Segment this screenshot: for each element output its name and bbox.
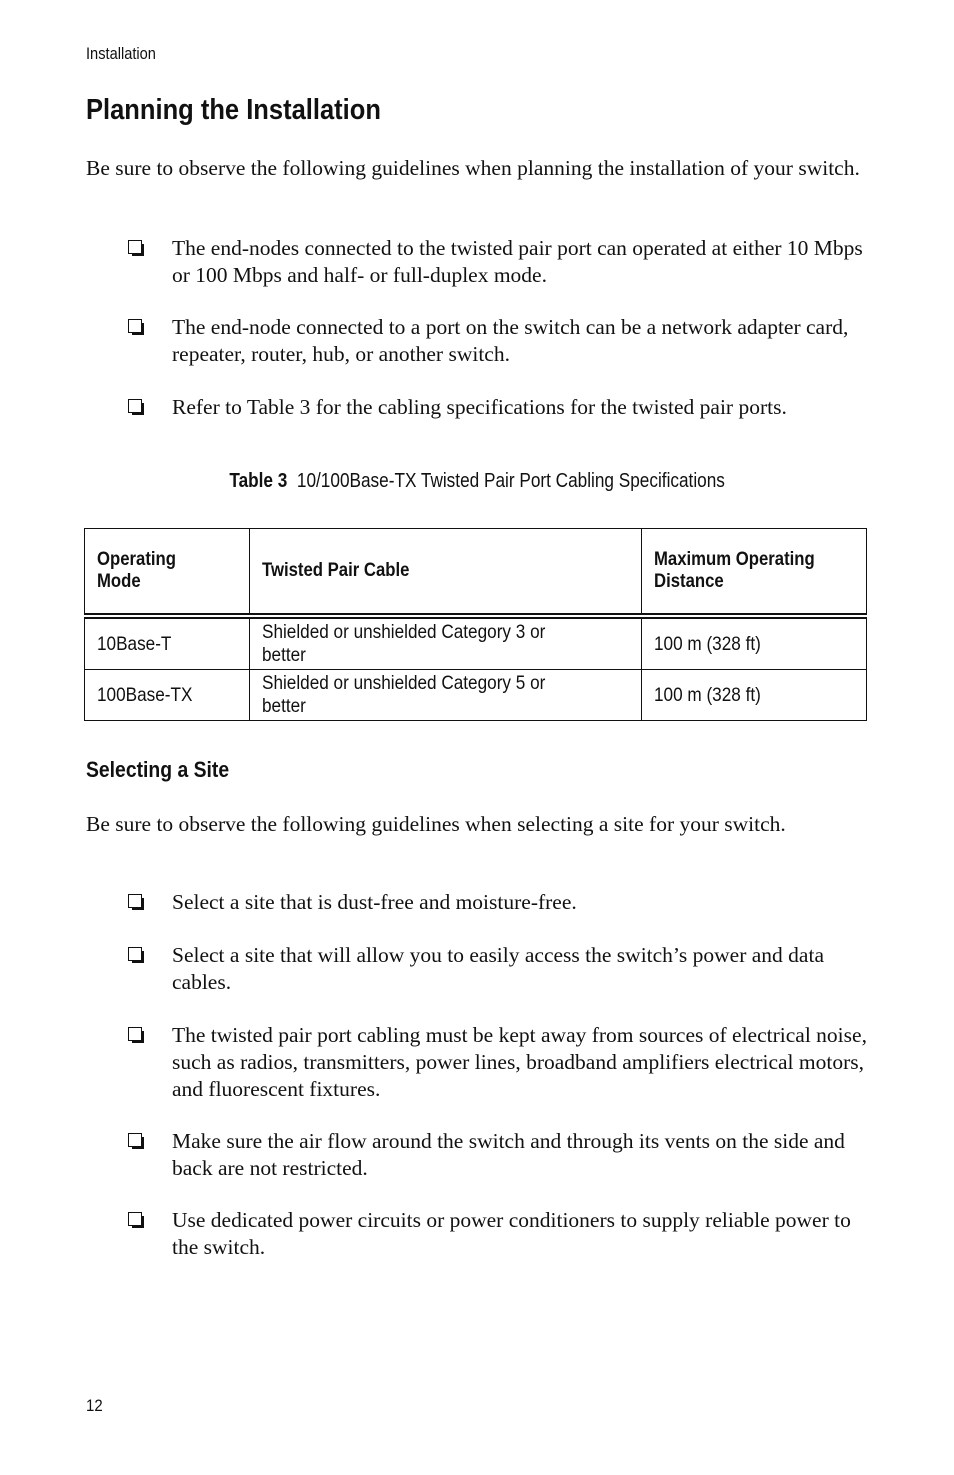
checklist-item-text: Select a site that is dust-free and moisture-free. <box>172 890 577 914</box>
checklist-item-text: Refer to Table 3 for the cabling specifications for the twisted pair ports. <box>172 395 787 419</box>
column-header: Operating Mode <box>85 529 250 617</box>
checkbox-icon <box>128 894 142 908</box>
table-cell: 10Base-T <box>85 616 250 670</box>
checklist-item <box>128 1128 868 1182</box>
section-intro: Be sure to observe the following guidelines when planning the installation of your switch. <box>86 156 860 180</box>
table-row <box>85 670 867 721</box>
checklist-item <box>128 314 868 368</box>
checkbox-icon <box>128 240 142 254</box>
checklist-item-text: Use dedicated power circuits or power conditioners to supply reliable power to the switch. <box>172 1208 851 1259</box>
table-header-row <box>85 529 867 617</box>
checklist-item-text: The end-node connected to a port on the switch can be a network adapter card, repeater, router, hub, or another switch. <box>172 315 849 366</box>
running-head: Installation <box>86 44 156 63</box>
checkbox-icon <box>128 1133 142 1147</box>
table-caption-text: 10/100Base-TX Twisted Pair Port Cabling Specifications <box>296 470 725 492</box>
checklist-item-text: The twisted pair port cabling must be kept away from sources of electrical noise, such as radios, transmitters, power lines, broadband amplifiers electrical motors, and fluorescent fixtures. <box>172 1023 867 1101</box>
table-row <box>85 616 867 670</box>
section-title: Planning the Installation <box>86 94 381 126</box>
table-cell: Shielded or unshielded Category 5 or better <box>249 670 641 721</box>
table-cell: 100Base-TX <box>85 670 250 721</box>
checklist-item <box>128 889 868 916</box>
checklist-item <box>128 235 868 289</box>
page-number: 12 <box>86 1396 103 1415</box>
checklist-item <box>128 942 868 996</box>
table-cell: 100 m (328 ft) <box>642 670 867 721</box>
checkbox-icon <box>128 399 142 413</box>
table-cell: 100 m (328 ft) <box>642 616 867 670</box>
table-caption-label: Table 3 <box>229 470 288 492</box>
column-header: Twisted Pair Cable <box>249 529 641 617</box>
checkbox-icon <box>128 947 142 961</box>
table-cell: Shielded or unshielded Category 3 or better <box>249 616 641 670</box>
checklist-item <box>128 1207 868 1261</box>
checklist-item-text: Make sure the air flow around the switch and through its vents on the side and back are not restricted. <box>172 1129 845 1180</box>
checklist-item <box>128 1022 868 1103</box>
checklist-item-text: Select a site that will allow you to easily access the switch’s power and data cables. <box>172 943 824 994</box>
checklist-item <box>128 394 868 421</box>
subsection-title: Selecting a Site <box>86 757 230 782</box>
subsection-intro: Be sure to observe the following guidelines when selecting a site for your switch. <box>86 812 786 836</box>
cabling-spec-table <box>84 528 867 721</box>
column-header: Maximum Operating Distance <box>642 529 867 617</box>
checkbox-icon <box>128 1027 142 1041</box>
checkbox-icon <box>128 319 142 333</box>
table-caption <box>0 470 954 493</box>
checkbox-icon <box>128 1212 142 1226</box>
checklist-item-text: The end-nodes connected to the twisted pair port can operated at either 10 Mbps or 100 Mbps and half- or full-duplex mode. <box>172 236 863 287</box>
